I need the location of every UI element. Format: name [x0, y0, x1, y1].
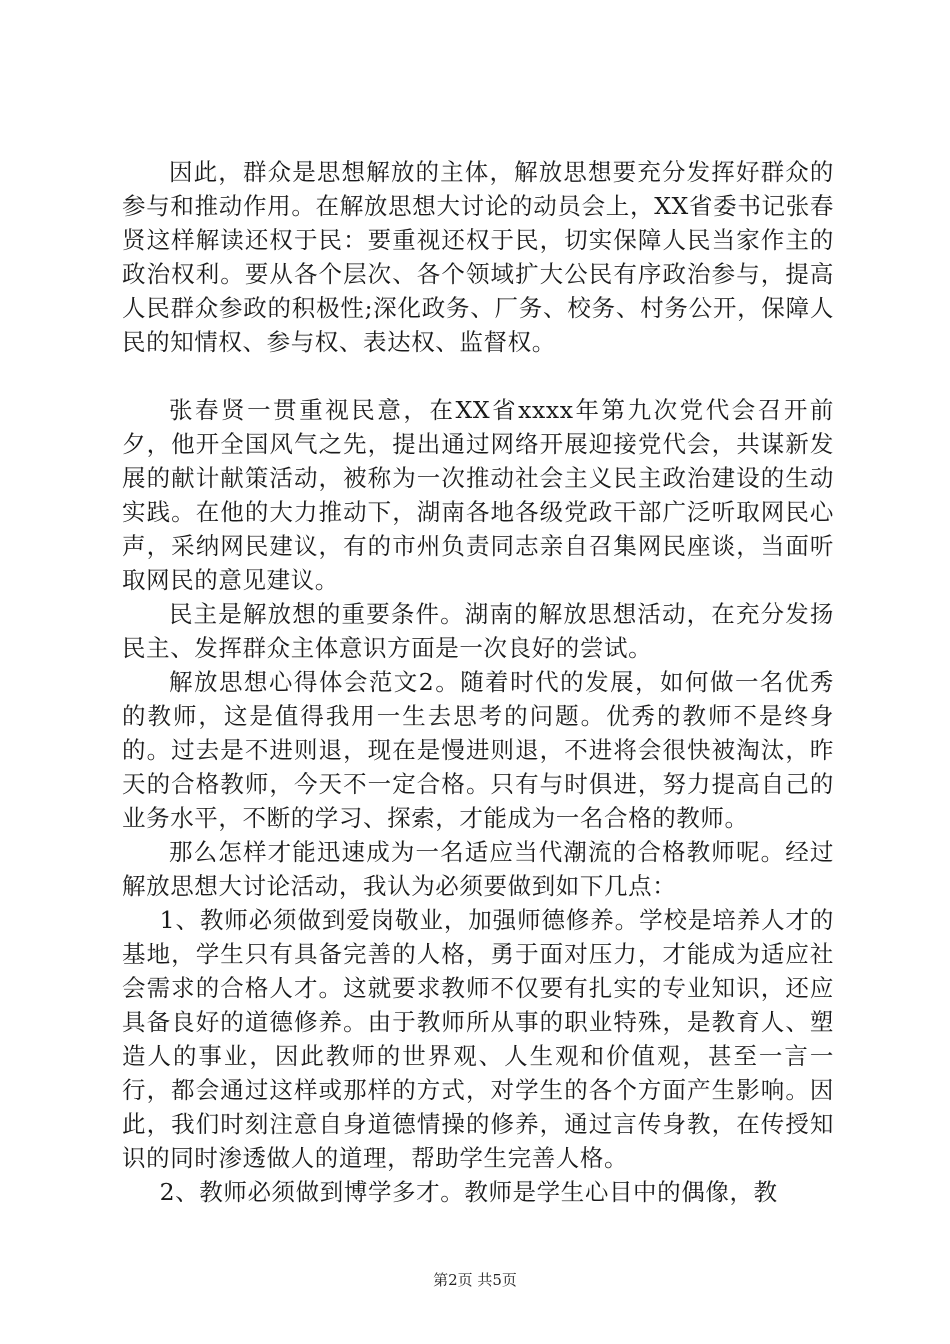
paragraph-6: 1、教师必须做到爱岗敬业，加强师德修养。学校是培养人才的基地，学生只有具备完善的人格，勇于面对压力，才能成为适应社会需求的合格人才。这就要求教师不仅要有扎实的专业知识，还应具备良好的道德修养。由于教师所从事的职业特殊，是教育人、塑造人的事业，因此教师的世界观、人生观和价值观，甚至一言一行，都会通过这样或那样的方式，对学生的各个方面产生影响。因此，我们时刻注意自身道德情操的修养，通过言传身教，在传授知识的同时渗透做人的道理，帮助学生完善人格。 — [122, 906, 834, 1172]
page-footer: 第2页 共5页 — [433, 1271, 517, 1289]
paragraph-1: 因此，群众是思想解放的主体，解放思想要充分发挥好群众的参与和推动作用。在解放思想大讨论的动员会上，XX省委书记张春贤这样解读还权于民：要重视还权于民，切实保障人民当家作主的政治权利。要从各个层次、各个领域扩大公民有序政治参与，提高人民群众参政的积极性;深化政务、厂务、校务、村务公开，保障人民的知情权、参与权、表达权、监督权。 — [122, 158, 834, 356]
paragraph-3: 民主是解放想的重要条件。湖南的解放思想活动，在充分发扬民主、发挥群众主体意识方面是一次良好的尝试。 — [122, 600, 834, 662]
paragraph-7: 2、教师必须做到博学多才。教师是学生心目中的偶像，教 — [159, 1178, 778, 1206]
document-body — [122, 155, 834, 1209]
paragraph-5: 那么怎样才能迅速成为一名适应当代潮流的合格教师呢。经过解放思想大讨论活动，我认为必须要做到如下几点： — [122, 838, 834, 900]
paragraph-4: 解放思想心得体会范文2。随着时代的发展，如何做一名优秀的教师，这是值得我用一生去思考的问题。优秀的教师不是终身的。过去是不进则退，现在是慢进则退，不进将会很快被淘汰，昨天的合格教师，今天不一定合格。只有与时俱进，努力提高自己的业务水平，不断的学习、探索，才能成为一名合格的教师。 — [122, 668, 834, 832]
paragraph-2: 张春贤一贯重视民意，在XX省xxxx年第九次党代会召开前夕，他开全国风气之先，提出通过网络开展迎接党代会，共谋新发展的献计献策活动，被称为一次推动社会主义民主政治建设的生动实践。在他的大力推动下，湖南各地各级党政干部广泛听取网民心声，采纳网民建议，有的市州负责同志亲自召集网民座谈，当面听取网民的意见建议。 — [122, 396, 834, 594]
